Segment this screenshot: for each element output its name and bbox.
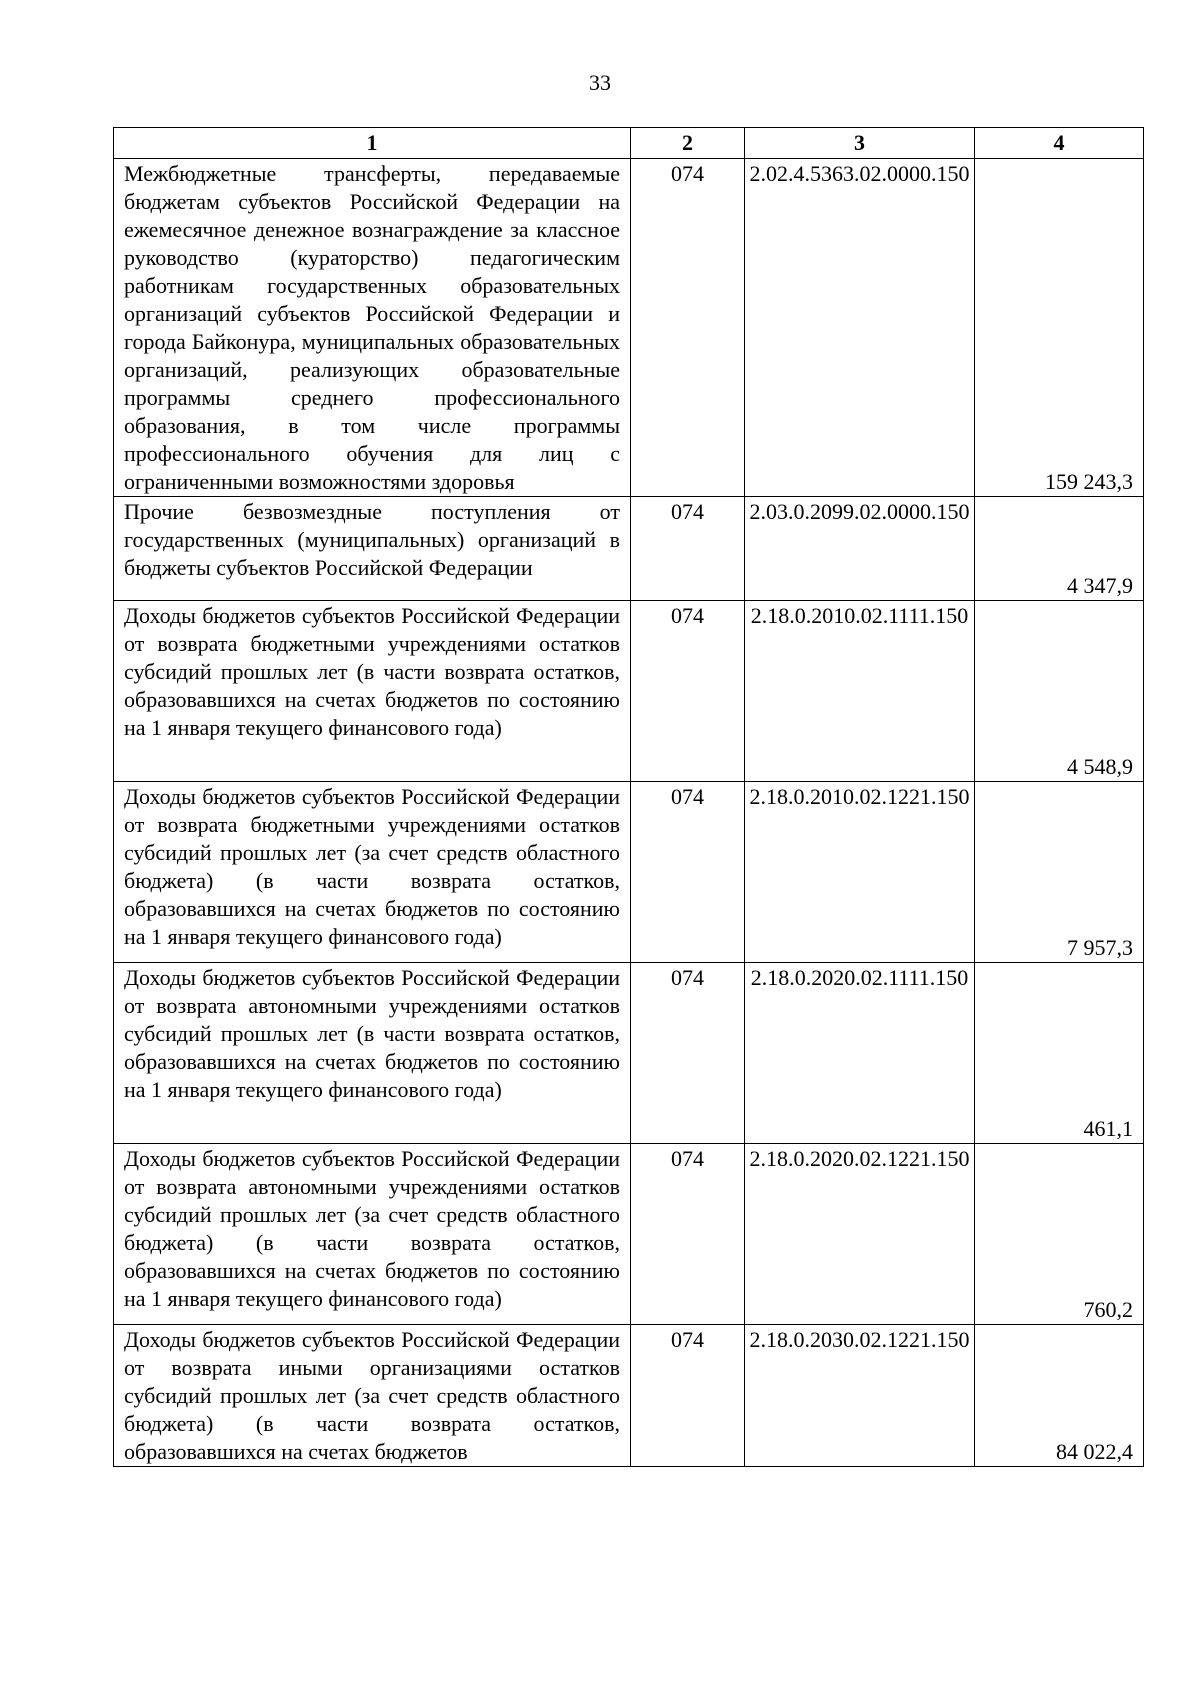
budget-classification-code: 2.18.0.2020.02.1221.150 [745, 1144, 975, 1325]
revenue-amount: 7 957,3 [975, 782, 1144, 963]
administrator-code: 074 [631, 963, 745, 1144]
table-row [114, 782, 1144, 963]
revenue-name: Доходы бюджетов субъектов Российской Федерации от возврата автономными учреждениями остатков субсидий прошлых лет (в части возврата остатков, образовавшихся на счетах бюджетов по состоянию на 1 января текущего финансового года) [114, 963, 631, 1144]
administrator-code: 074 [631, 497, 745, 601]
budget-classification-code: 2.18.0.2030.02.1221.150 [745, 1325, 975, 1467]
column-header-2: 2 [631, 128, 745, 159]
administrator-code: 074 [631, 601, 745, 782]
budget-classification-code: 2.02.4.5363.02.0000.150 [745, 159, 975, 497]
revenue-name: Доходы бюджетов субъектов Российской Федерации от возврата бюджетными учреждениями остатков субсидий прошлых лет (за счет средств областного бюджета) (в части возврата остатков, образовавшихся на счетах бюджетов по состоянию на 1 января текущего финансового года) [114, 782, 631, 963]
revenue-name: Межбюджетные трансферты, передаваемые бюджетам субъектов Российской Федерации на ежемесячное денежное вознаграждение за классное руководство (кураторство) педагогическим работникам государственных образовательных организаций субъектов Российской Федерации и города Байконура, муниципальных образовательных организаций, реализующих образовательные программы среднего профессионального образования, в том числе программы профессионального обучения для лиц с ограниченными возможностями здоровья [114, 159, 631, 497]
table-row [114, 1144, 1144, 1325]
table-row [114, 601, 1144, 782]
revenue-name: Доходы бюджетов субъектов Российской Федерации от возврата бюджетными учреждениями остатков субсидий прошлых лет (в части возврата остатков, образовавшихся на счетах бюджетов по состоянию на 1 января текущего финансового года) [114, 601, 631, 782]
administrator-code: 074 [631, 159, 745, 497]
administrator-code: 074 [631, 1325, 745, 1467]
budget-classification-code: 2.18.0.2020.02.1111.150 [745, 963, 975, 1144]
revenue-amount: 760,2 [975, 1144, 1144, 1325]
table-header-row [114, 128, 1144, 159]
revenue-name: Прочие безвозмездные поступления от государственных (муниципальных) организаций в бюджеты субъектов Российской Федерации [114, 497, 631, 601]
budget-classification-code: 2.03.0.2099.02.0000.150 [745, 497, 975, 601]
revenue-amount: 84 022,4 [975, 1325, 1144, 1467]
administrator-code: 074 [631, 1144, 745, 1325]
revenue-name: Доходы бюджетов субъектов Российской Федерации от возврата автономными учреждениями остатков субсидий прошлых лет (за счет средств областного бюджета) (в части возврата остатков, образовавшихся на счетах бюджетов по состоянию на 1 января текущего финансового года) [114, 1144, 631, 1325]
column-header-4: 4 [975, 128, 1144, 159]
budget-revenue-table [113, 127, 1144, 1467]
budget-classification-code: 2.18.0.2010.02.1111.150 [745, 601, 975, 782]
budget-classification-code: 2.18.0.2010.02.1221.150 [745, 782, 975, 963]
table-row [114, 159, 1144, 497]
column-header-3: 3 [745, 128, 975, 159]
revenue-amount: 4 548,9 [975, 601, 1144, 782]
revenue-amount: 159 243,3 [975, 159, 1144, 497]
table-row [114, 497, 1144, 601]
table-row [114, 963, 1144, 1144]
administrator-code: 074 [631, 782, 745, 963]
revenue-amount: 4 347,9 [975, 497, 1144, 601]
revenue-name: Доходы бюджетов субъектов Российской Федерации от возврата иными организациями остатков субсидий прошлых лет (за счет средств областного бюджета) (в части возврата остатков, образовавшихся на счетах бюджетов [114, 1325, 631, 1467]
revenue-amount: 461,1 [975, 963, 1144, 1144]
table-row [114, 1325, 1144, 1467]
column-header-1: 1 [114, 128, 631, 159]
page-number: 33 [589, 70, 611, 95]
